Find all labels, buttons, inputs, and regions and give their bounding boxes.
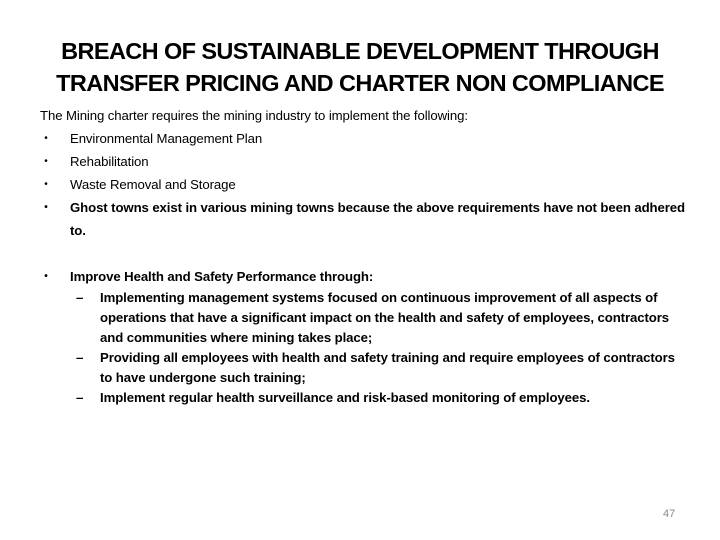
bullet-text: Ghost towns exist in various mining towns because the above requirements have not been adhered to. xyxy=(70,200,685,238)
sub-item-text: Providing all employees with health and safety training and require employees of contractors to have undergone such training; xyxy=(100,350,675,385)
sub-item xyxy=(40,288,690,348)
bullet-icon: • xyxy=(44,179,48,190)
slide-body xyxy=(40,104,690,408)
bullet-icon: • xyxy=(44,133,48,144)
bullet-item xyxy=(40,173,690,196)
bullet-text: Rehabilitation xyxy=(70,154,149,169)
bullet-icon: • xyxy=(44,202,48,213)
intro-text: The Mining charter requires the mining industry to implement the following: xyxy=(40,108,468,123)
bullet-item xyxy=(40,127,690,150)
slide-title xyxy=(20,35,700,99)
bullet-icon: • xyxy=(44,156,48,167)
bullet-item xyxy=(40,150,690,173)
bullet-icon: • xyxy=(44,271,48,282)
dash-icon: – xyxy=(76,290,84,305)
health-heading-text: Improve Health and Safety Performance through: xyxy=(70,269,374,284)
slide-title-line-1: BREACH OF SUSTAINABLE DEVELOPMENT THROUGH xyxy=(61,38,659,64)
bullet-text: Environmental Management Plan xyxy=(70,131,263,146)
sub-item xyxy=(40,388,690,408)
spacer xyxy=(40,242,690,265)
sub-item xyxy=(40,348,690,388)
health-section-heading xyxy=(40,265,690,288)
bullet-text: Waste Removal and Storage xyxy=(70,177,236,192)
page-number: 47 xyxy=(663,508,676,520)
bullet-item xyxy=(40,196,690,242)
sub-item-text: Implement regular health surveillance and risk-based monitoring of employees. xyxy=(100,390,590,405)
dash-icon: – xyxy=(76,350,84,365)
slide-title-line-2: TRANSFER PRICING AND CHARTER NON COMPLIANCE xyxy=(56,70,664,96)
dash-icon: – xyxy=(76,390,84,405)
sub-item-text: Implementing management systems focused on continuous improvement of all aspects of operations that have a significant impact on the health and safety of employees, contractors and communities where mining takes place; xyxy=(100,290,669,345)
